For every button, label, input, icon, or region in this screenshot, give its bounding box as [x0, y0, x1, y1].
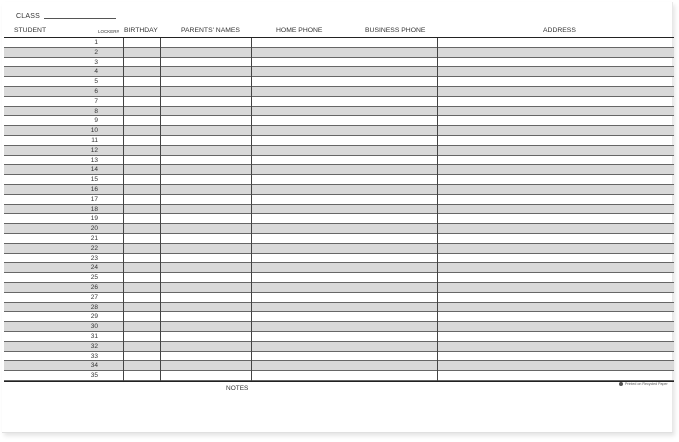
class-field	[16, 13, 116, 20]
roster-sheet	[2, 2, 673, 433]
row-number: 24	[90, 264, 98, 272]
row-number: 5	[94, 78, 98, 86]
row-number: 28	[90, 303, 98, 311]
table-row	[4, 273, 674, 283]
table-row	[4, 58, 674, 68]
table-row	[4, 165, 674, 175]
table-row	[4, 156, 674, 166]
table-row	[4, 136, 674, 146]
table-row	[4, 195, 674, 205]
table-row	[4, 371, 674, 381]
row-number: 19	[90, 215, 98, 223]
table-row	[4, 185, 674, 195]
row-number: 13	[90, 156, 98, 164]
table-row	[4, 244, 674, 254]
table-row	[4, 107, 674, 117]
table-row	[4, 77, 674, 87]
row-number: 17	[90, 195, 98, 203]
roster-grid	[4, 38, 674, 381]
table-row	[4, 146, 674, 156]
row-number: 11	[91, 137, 98, 144]
table-row	[4, 361, 674, 371]
divider-parents	[160, 38, 161, 381]
row-number: 20	[90, 225, 98, 233]
row-number: 14	[90, 166, 98, 174]
header-home-phone: HOME PHONE	[276, 27, 323, 34]
table-row	[4, 48, 674, 58]
table-row	[4, 116, 674, 126]
table-row	[4, 234, 674, 244]
table-row	[4, 352, 674, 362]
header-student: STUDENT	[14, 27, 47, 34]
row-number: 7	[94, 97, 98, 105]
row-number: 31	[90, 333, 98, 340]
table-row	[4, 87, 674, 97]
divider-home-phone	[251, 38, 252, 381]
recycle-icon	[619, 382, 623, 386]
table-header	[4, 25, 674, 38]
class-blank-line	[44, 18, 116, 19]
header-address: ADDRESS	[543, 27, 576, 34]
row-number: 33	[90, 352, 98, 360]
divider-address	[437, 38, 438, 381]
row-number: 21	[90, 235, 98, 242]
class-label: CLASS	[16, 13, 40, 20]
row-number: 10	[90, 127, 98, 135]
table-row	[4, 312, 674, 322]
recycled-note	[619, 382, 668, 386]
row-number: 27	[90, 293, 98, 301]
table-row	[4, 254, 674, 264]
recycled-label: Printed on Recycled Paper	[625, 382, 668, 386]
row-number: 32	[90, 342, 98, 350]
row-number: 1	[94, 39, 98, 46]
row-number: 29	[90, 313, 98, 321]
table-row	[4, 67, 674, 77]
table-row	[4, 283, 674, 293]
row-number: 3	[94, 58, 98, 66]
row-number: 18	[90, 205, 98, 213]
table-row	[4, 263, 674, 273]
row-number: 15	[90, 176, 98, 184]
row-number: 23	[90, 254, 98, 262]
table-row	[4, 342, 674, 352]
notes-label: NOTES	[226, 385, 249, 392]
header-locker: LOCKER#	[98, 29, 120, 34]
table-row	[4, 205, 674, 215]
table-row	[4, 332, 674, 342]
table-row	[4, 293, 674, 303]
row-number: 9	[94, 117, 98, 125]
row-number: 6	[94, 88, 98, 95]
header-birthday: BIRTHDAY	[124, 27, 158, 34]
table-row	[4, 38, 674, 48]
row-number: 12	[90, 146, 98, 154]
row-number: 16	[90, 186, 98, 193]
notes-divider	[4, 381, 674, 382]
table-row	[4, 303, 674, 313]
row-number: 26	[90, 284, 98, 291]
header-business-phone: BUSINESS PHONE	[365, 27, 426, 34]
table-row	[4, 214, 674, 224]
table-row	[4, 175, 674, 185]
table-row	[4, 322, 674, 332]
row-number: 30	[90, 323, 98, 331]
row-number: 4	[94, 68, 98, 76]
row-number: 25	[90, 274, 98, 282]
header-parents-names: PARENTS' NAMES	[181, 27, 240, 34]
table-row	[4, 97, 674, 107]
row-number: 34	[90, 362, 98, 370]
row-number: 2	[94, 48, 98, 56]
row-number: 8	[94, 107, 98, 115]
row-number: 35	[90, 372, 98, 380]
row-number: 22	[90, 244, 98, 252]
table-row	[4, 126, 674, 136]
divider-birthday	[123, 38, 124, 381]
table-row	[4, 224, 674, 234]
